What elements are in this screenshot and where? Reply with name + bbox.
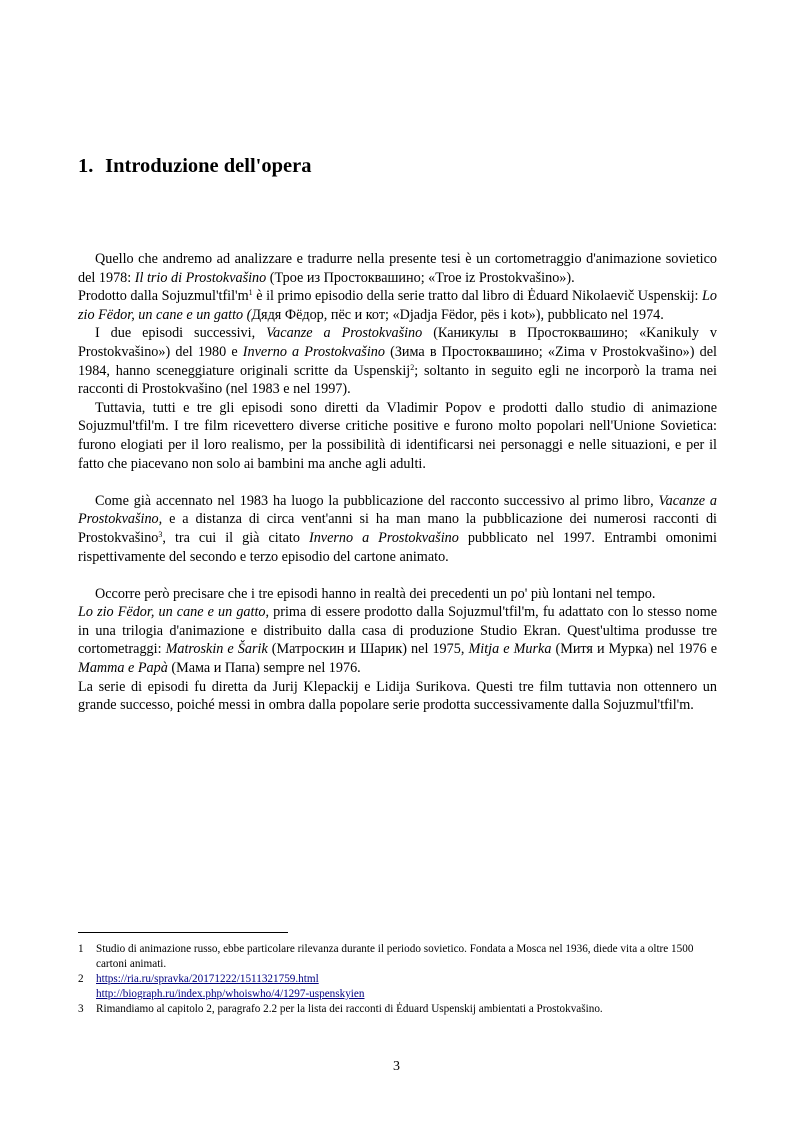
body-text xyxy=(78,250,717,715)
footnote-ref: 3 xyxy=(158,529,163,539)
text-run: Prodotto dalla Sojuzmul'tfil'm xyxy=(78,288,249,305)
text-run: , tra cui il già citato xyxy=(162,529,309,546)
text-run: pubblicato nel 1997. Entrambi omonimi rispettivamente del secondo e terzo episodio del cartone animato. xyxy=(78,529,717,565)
paragraph-7: La serie di episodi fu diretta da Jurij Klepackij e Lidija Surikova. Questi tre film tuttavia non ottennero un grande successo, poiché messi in ombra dalla popolare serie prodotta successivamente dalla Sojuzmul'tfil'm. xyxy=(78,678,717,714)
work-title: Il trio di Prostokvašino xyxy=(134,269,267,286)
section-heading xyxy=(78,152,311,180)
work-title: Lo zio Fëdor, un cane e un gatto xyxy=(78,604,266,621)
section-title: Introduzione dell'opera xyxy=(105,155,312,177)
footnote-2 xyxy=(78,972,718,1002)
paragraph-spacer xyxy=(78,566,717,585)
footnote-text: Studio di animazione russo, ebbe particolare rilevanza durante il periodo sovietico. Fondata a Mosca nel 1936, diede vita a oltre 1500 cartoni animati. xyxy=(96,943,694,970)
paragraph-4 xyxy=(78,492,717,566)
footnote-text: Rimandiamo al capitolo 2, paragrafo 2.2 per la lista dei racconti di Ėduard Uspenskij ambientati a Prostokvašino. xyxy=(96,1003,603,1015)
work-title: Vacanze a Prostokvašino, xyxy=(78,492,717,528)
text-run: (Каникулы в Простоквашино; «Kanikuly v Prostokvašino») del 1980 e xyxy=(78,325,718,360)
paragraph-5: Occorre però precisare che i tre episodi hanno in realtà dei precedenti un po' più lontani nel tempo. xyxy=(95,585,656,602)
footnote-ref: 1 xyxy=(248,288,253,298)
text-run: (Трое из Простоквашино; «Troe iz Prostokvašino»). xyxy=(266,269,575,286)
page-number: 3 xyxy=(393,1059,400,1074)
footnotes xyxy=(78,942,718,1017)
work-title: Vacanze a Prostokvašino xyxy=(266,325,423,342)
text-run: (Матроскин и Шарик) nel 1975, xyxy=(267,641,469,658)
text-run: Come già accennato nel 1983 ha luogo la pubblicazione del racconto successivo al primo libro, xyxy=(95,492,659,509)
text-run: (Зима в Простоквашино; «Zima v Prostokvašino») del 1984, hanno sceneggiature originali scritte da Uspenskij xyxy=(78,343,717,379)
footnote-number: 2 xyxy=(78,973,84,985)
section-number: 1. xyxy=(78,155,94,177)
paragraph-3: Tuttavia, tutti e tre gli episodi sono diretti da Vladimir Popov e prodotti dallo studio di animazione Sojuzmul'tfil'm. I tre film ricevettero diverse critiche positive e furono molto popolari nell'Unione Sovietica: furono elogiati per il loro realismo, per la possibilità di identificarsi nei personaggi e nelle situazioni, e per il fatto che piacevano non solo ai bambini ma anche agli adulti. xyxy=(78,399,717,472)
work-title: Inverno a Prostokvašino xyxy=(242,343,385,360)
text-run: , prima di essere prodotto dalla Sojuzmul'tfil'm, fu adattato con lo stesso nome in una trilogia d'animazione e distribuito dalla casa di produzione Studio Ekran. Quest'ultima produsse tre cortometraggi: xyxy=(78,604,717,658)
footnote-ref: 2 xyxy=(410,362,415,372)
text-run: (Митя и Мурка) nel 1976 e xyxy=(551,641,717,658)
work-title: Mitja e Murka xyxy=(468,641,552,658)
text-run: Quello che andremo ad analizzare e tradurre nella presente tesi è un cortometraggio d'animazione sovietico del 1978: xyxy=(78,251,717,286)
paragraph-2 xyxy=(78,324,717,398)
footnote-links xyxy=(96,972,718,1002)
text-run: (Мама и Папа) sempre nel 1976. xyxy=(167,660,361,677)
text-run: Дядя Фёдор, пёс и кот; «Djadja Fëdor, pës i kot»), pubblicato nel 1974. xyxy=(251,306,664,323)
footnote-link-ria[interactable]: https://ria.ru/spravka/20171222/1511321759.html xyxy=(96,973,319,985)
footnote-number: 1 xyxy=(78,943,84,955)
text-run: e a distanza di circa vent'anni si ha man mano la pubblicazione dei numerosi racconti di Prostokvašino xyxy=(78,511,717,546)
text-run: è il primo episodio della serie tratto dal libro di Ėduard Nikolaevič Uspenskij: xyxy=(252,288,703,305)
work-title: Inverno a Prostokvašino xyxy=(308,529,459,546)
paragraph-spacer xyxy=(78,473,717,492)
paragraph-1-cont xyxy=(78,287,717,324)
paragraph-6 xyxy=(78,603,717,677)
footnote-link-biograph[interactable]: http://biograph.ru/index.php/whoiswho/4/1297-uspenskyien xyxy=(96,988,365,1000)
footnote-number: 3 xyxy=(78,1003,84,1015)
footnote-3 xyxy=(78,1002,718,1017)
work-title: Mamma e Papà xyxy=(78,660,168,677)
footnote-separator xyxy=(78,932,288,933)
paragraph-1 xyxy=(78,250,717,287)
work-title: Lo zio Fëdor, un cane e un gatto ( xyxy=(78,288,717,323)
footnote-1 xyxy=(78,942,718,972)
work-title: Matroskin e Šarik xyxy=(165,641,268,658)
text-run: ; soltanto in seguito egli ne incorporò la trama nei racconti di Prostokvašino (nel 1983 e nel 1997). xyxy=(78,362,717,398)
text-run: I due episodi successivi, xyxy=(95,325,267,342)
